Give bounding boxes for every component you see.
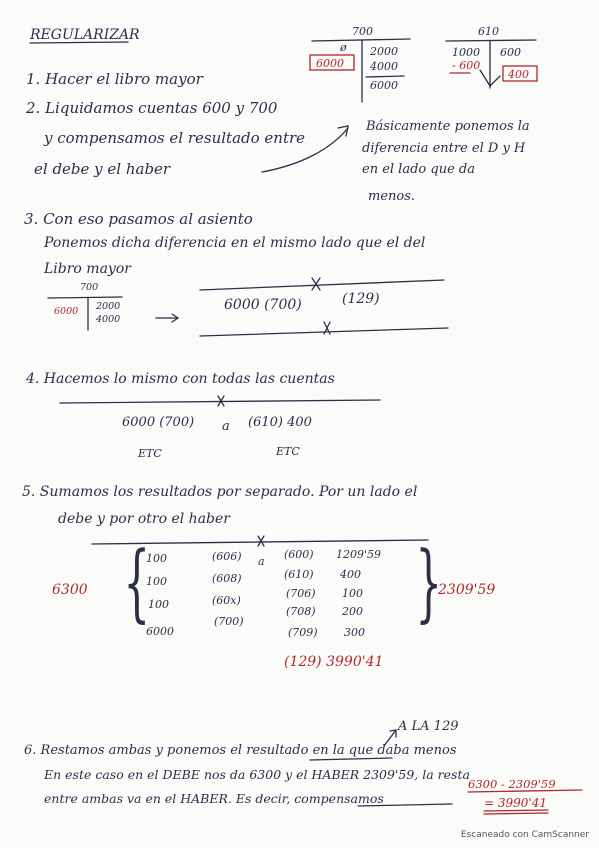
s5-amount-left-3: 100	[148, 598, 169, 611]
s5-account-left-4: (700)	[214, 615, 244, 628]
ledger-610-credit: 600	[500, 46, 521, 59]
step-3-ledger-debit: 6000	[54, 306, 79, 317]
page-title: REGULARIZAR	[30, 27, 140, 43]
s5-account-left-3: (60x)	[212, 594, 241, 607]
step-4-etc-right: ETC	[276, 445, 300, 458]
s5-account-right-5: (709)	[288, 626, 318, 639]
step-6-annotation: A LA 129	[398, 719, 459, 734]
step-5-result: (129) 3990'41	[284, 654, 384, 670]
step-2-note-3: en el lado que da	[362, 162, 475, 177]
ledger-700-credit-2: 4000	[370, 60, 398, 73]
step-3-line-1: 3. Con eso pasamos al asiento	[24, 210, 253, 228]
step-4-entry-right: (610) 400	[248, 415, 312, 430]
step-4-line-1: 4. Hacemos lo mismo con todas las cuentas	[26, 371, 335, 387]
step-3-ledger-credit-2: 4000	[96, 314, 121, 325]
step-3-line-3: Libro mayor	[44, 261, 131, 277]
s5-amount-right-2: 400	[340, 568, 361, 581]
step-3-entry-debit: 6000 (700)	[224, 297, 302, 313]
step-3-ledger-credit-1: 2000	[96, 301, 121, 312]
s5-account-right-2: (610)	[284, 568, 314, 581]
s5-amount-right-5: 300	[344, 626, 365, 639]
step-2-line-1: 2. Liquidamos cuentas 600 y 700	[26, 99, 278, 117]
s5-account-right-4: (708)	[286, 605, 316, 618]
s5-amount-left-2: 100	[146, 575, 167, 588]
step-6-calc-2: = 3990'41	[484, 796, 547, 810]
step-5-line-2: debe y por otro el haber	[58, 511, 230, 527]
step-2-note-4: menos.	[368, 189, 416, 204]
step-3-line-2: Ponemos dicha diferencia en el mismo lado que el del	[44, 235, 426, 251]
ledger-700-mark: ø	[340, 41, 347, 54]
ledger-700-credit-1: 2000	[370, 45, 398, 58]
step-6-line-3: entre ambas va en el HABER. Es decir, compensamos	[44, 791, 384, 806]
ledger-700-account: 700	[352, 25, 373, 38]
step-5-total-credit: 2309'59	[438, 582, 496, 598]
s5-account-right-1: (600)	[284, 548, 314, 561]
s5-a: a	[258, 555, 265, 568]
ledger-610-debit-2: - 600	[452, 59, 481, 72]
step-4-etc-left: ETC	[138, 447, 162, 460]
step-4-entry-a: a	[222, 419, 230, 434]
step-2-note-1: Básicamente ponemos la	[366, 119, 530, 134]
step-4-entry-left: 6000 (700)	[122, 415, 195, 430]
s5-account-left-2: (608)	[212, 572, 242, 585]
s5-account-left-1: (606)	[212, 550, 242, 563]
s5-amount-right-3: 100	[342, 587, 363, 600]
step-2-line-2: y compensamos el resultado entre	[44, 129, 306, 147]
ledger-610-result-box: 400	[508, 68, 529, 81]
step-6-calc-1: 6300 - 2309'59	[468, 777, 556, 791]
right-brace: }	[415, 533, 443, 631]
ledger-700-total: 6000	[370, 79, 398, 92]
step-5-line-1: 5. Sumamos los resultados por separado. Por un lado el	[22, 484, 418, 500]
watermark: Escaneado con CamScanner	[460, 830, 589, 840]
step-3-entry-credit: (129)	[342, 291, 380, 307]
ledger-610-debit-1: 1000	[452, 46, 480, 59]
ledger-700-debit-box: 6000	[316, 57, 344, 70]
s5-amount-right-4: 200	[342, 605, 363, 618]
ledger-610-account: 610	[478, 25, 499, 38]
step-2-line-3: el debe y el haber	[34, 160, 171, 178]
step-6-line-1: 6. Restamos ambas y ponemos el resultado en la que daba menos	[24, 743, 457, 758]
s5-amount-left-1: 100	[146, 552, 167, 565]
left-brace: {	[123, 533, 151, 631]
s5-account-right-3: (706)	[286, 587, 316, 600]
step-1: 1. Hacer el libro mayor	[26, 70, 203, 88]
s5-amount-right-1: 1209'59	[336, 548, 382, 561]
step-3-ledger-account: 700	[80, 282, 99, 293]
step-5-total-debit: 6300	[52, 582, 88, 598]
step-2-note-2: diferencia entre el D y H	[362, 141, 526, 156]
step-6-line-2: En este caso en el DEBE nos da 6300 y el HABER 2309'59, la resta	[44, 767, 470, 782]
s5-amount-left-4: 6000	[146, 625, 174, 638]
